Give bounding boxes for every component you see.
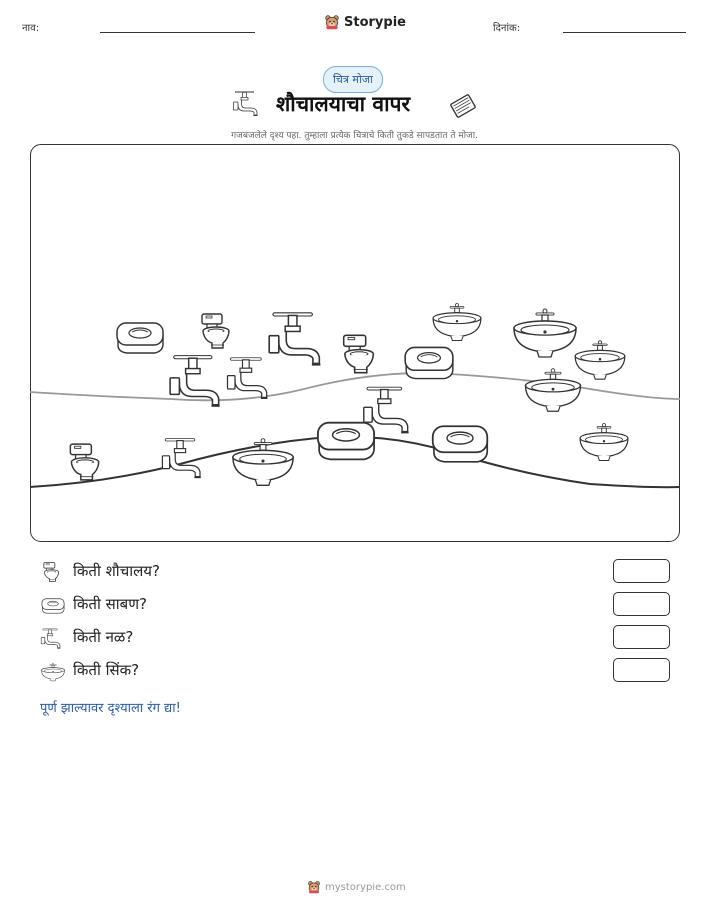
sink-4 [526, 369, 581, 412]
back-hill-line [30, 373, 680, 400]
sink-3 [575, 341, 625, 379]
toilet-1 [202, 314, 229, 348]
bear-logo-icon [324, 14, 340, 30]
color-instruction: पूर्ण झाल्यावर दृश्याला रंग द्या! [40, 701, 181, 716]
brand-logo [324, 14, 406, 30]
answer-box-soaps[interactable] [613, 592, 670, 616]
question-text: किती सिंक? [73, 661, 140, 679]
notebook-icon [449, 92, 477, 120]
toilet-icon [40, 560, 62, 584]
date-label: दिनांक: [493, 23, 521, 34]
tap-3 [228, 359, 268, 398]
sink-1 [433, 303, 481, 340]
instructions-subtitle: गजबजलेले दृश्य पहा. तुम्हाला प्रत्येक चित्राचे किती तुकडे सापडतात ते मोजा. [231, 131, 478, 141]
question-text: किती नळ? [73, 628, 134, 646]
toilet-2 [344, 335, 374, 372]
activity-badge: चित्र मोजा [323, 66, 383, 93]
brand-name: Storypie [344, 14, 406, 30]
tap-icon [232, 89, 262, 119]
name-label: नाव: [22, 23, 40, 34]
question-text: किती शौचालय? [73, 562, 160, 580]
name-line[interactable] [100, 32, 255, 33]
answer-box-toilets[interactable] [613, 559, 670, 583]
sink-2 [514, 309, 576, 357]
sink-icon [40, 661, 66, 683]
soap-1 [117, 323, 163, 353]
bear-logo-icon [307, 880, 321, 894]
tap-5 [162, 440, 200, 478]
footer [307, 880, 406, 894]
answer-box-taps[interactable] [613, 625, 670, 649]
toilet-3 [70, 444, 98, 480]
footer-url[interactable]: mystorypie.com [325, 881, 406, 893]
soap-2 [405, 347, 453, 378]
tap-2 [170, 357, 220, 406]
date-line[interactable] [563, 32, 686, 33]
scene-illustration [30, 144, 680, 542]
sink-6 [233, 439, 293, 486]
page-title: शौचालयाचा वापर [276, 92, 411, 116]
tap-1 [269, 314, 320, 364]
soap-3 [318, 423, 374, 460]
answer-box-sinks[interactable] [613, 658, 670, 682]
soap-4 [433, 426, 488, 462]
tap-icon [40, 627, 64, 651]
question-text: किती साबण? [73, 595, 148, 613]
soap-icon [40, 596, 66, 616]
sink-5 [580, 423, 628, 460]
